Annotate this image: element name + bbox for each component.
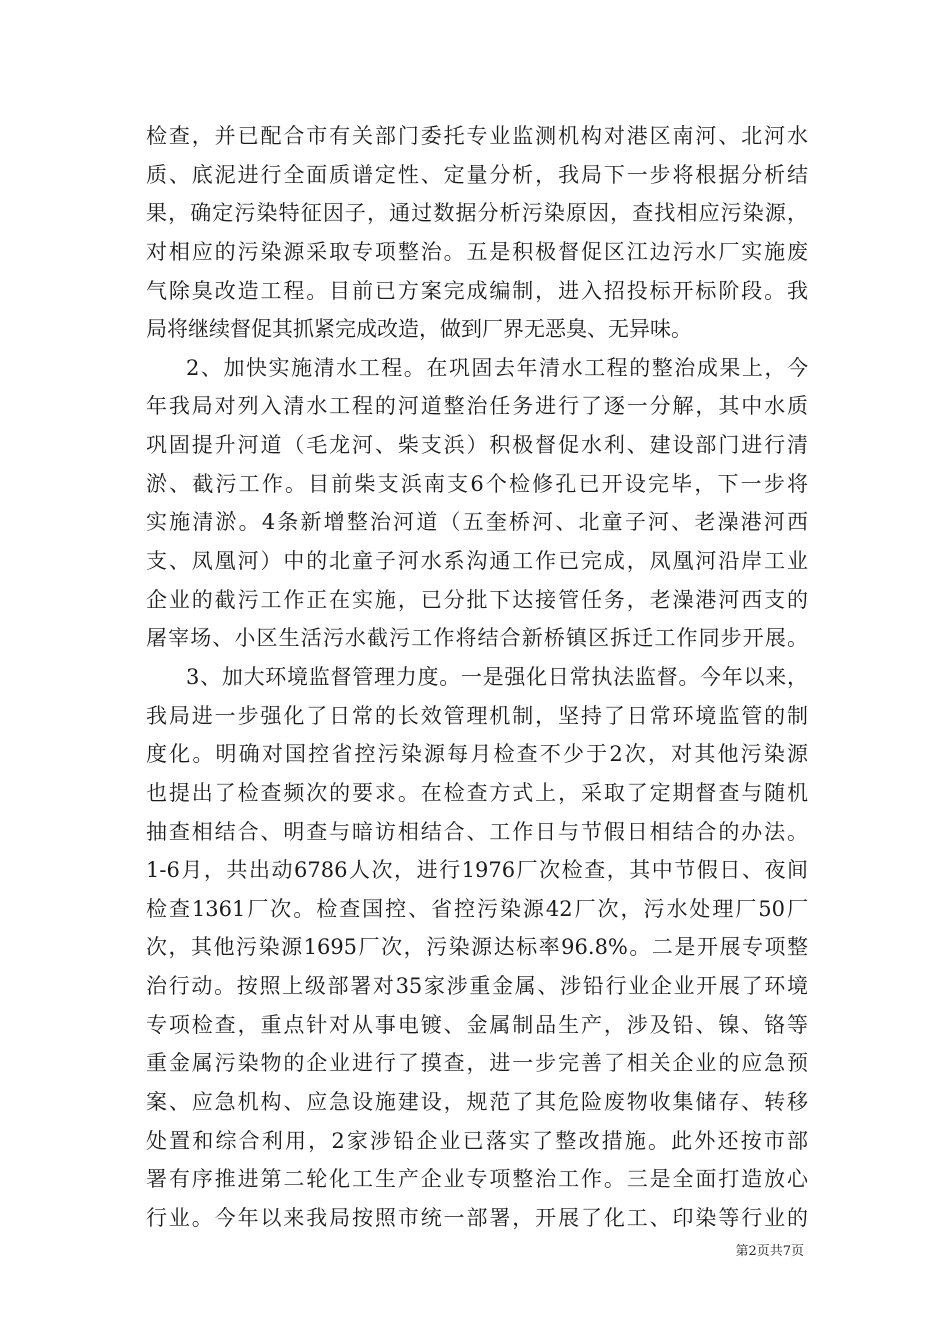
text-line: 度化。明确对国控省控污染源每月检查不少于2次，对其他污染源 [146, 742, 808, 767]
text-line: 质、底泥进行全面质谱定性、定量分析，我局下一步将根据分析结 [146, 162, 808, 187]
text-line: 果，确定污染特征因子，通过数据分析污染原因，查找相应污染源， [146, 201, 808, 226]
page-number: 第2页共7页 [735, 1244, 804, 1259]
text-line: 支、凤凰河）中的北童子河水系沟通工作已完成，凤凰河沿岸工业 [146, 549, 808, 574]
text-line: 检查，并已配合市有关部门委托专业监测机构对港区南河、北河水 [146, 124, 808, 148]
text-line: 局将继续督促其抓紧完成改造，做到厂界无恶臭、无异味。 [146, 317, 692, 342]
text-line: 抽查相结合、明查与暗访相结合、工作日与节假日相结合的办法。 [146, 819, 808, 844]
text-line: 实施清淤。4条新增整治河道（五奎桥河、北童子河、老澡港河西 [146, 510, 808, 535]
text-line: 我局进一步强化了日常的长效管理机制，坚持了日常环境监管的制 [146, 703, 808, 728]
text-line: 巩固提升河道（毛龙河、柴支浜）积极督促水利、建设部门进行清 [146, 433, 808, 458]
text-line: 行业。今年以来我局按照市统一部署，开展了化工、印染等行业的 [146, 1205, 808, 1230]
text-line: 1-6月，共出动6786人次，进行1976厂次检查，其中节假日、夜间 [146, 858, 808, 883]
text-line: 2、加快实施清水工程。在巩固去年清水工程的整治成果上，今 [186, 355, 808, 380]
text-line: 案、应急机构、应急设施建设，规范了其危险废物收集储存、转移 [146, 1090, 808, 1115]
text-line: 3、加大环境监督管理力度。一是强化日常执法监督。今年以来， [186, 664, 808, 689]
body-text [146, 117, 808, 1238]
text-line: 处置和综合利用，2家涉铅企业已落实了整改措施。此外还按市部 [146, 1128, 808, 1153]
text-line: 也提出了检查频次的要求。在检查方式上，采取了定期督查与随机 [146, 780, 808, 805]
text-line: 治行动。按照上级部署对35家涉重金属、涉铅行业企业开展了环境 [146, 974, 808, 999]
text-line: 气除臭改造工程。目前已方案完成编制，进入招投标开标阶段。我 [146, 278, 808, 303]
text-line: 专项检查，重点针对从事电镀、金属制品生产，涉及铅、镍、铬等 [146, 1012, 808, 1037]
text-line: 年我局对列入清水工程的河道整治任务进行了逐一分解，其中水质 [146, 394, 808, 419]
text-line: 对相应的污染源采取专项整治。五是积极督促区江边污水厂实施废 [146, 239, 808, 264]
text-line: 次，其他污染源1695厂次，污染源达标率96.8%。二是开展专项整 [146, 935, 808, 960]
text-line: 重金属污染物的企业进行了摸查，进一步完善了相关企业的应急预 [146, 1051, 808, 1076]
text-line: 屠宰场、小区生活污水截污工作将结合新桥镇区拆迁工作同步开展。 [146, 626, 808, 651]
text-line: 企业的截污工作正在实施，已分批下达接管任务，老澡港河西支的 [146, 587, 808, 612]
text-line: 检查1361厂次。检查国控、省控污染源42厂次，污水处理厂50厂 [146, 896, 808, 921]
text-line: 署有序推进第二轮化工生产企业专项整治工作。三是全面打造放心 [146, 1167, 808, 1192]
text-line: 淤、截污工作。目前柴支浜南支6个检修孔已开设完毕，下一步将 [146, 471, 808, 496]
